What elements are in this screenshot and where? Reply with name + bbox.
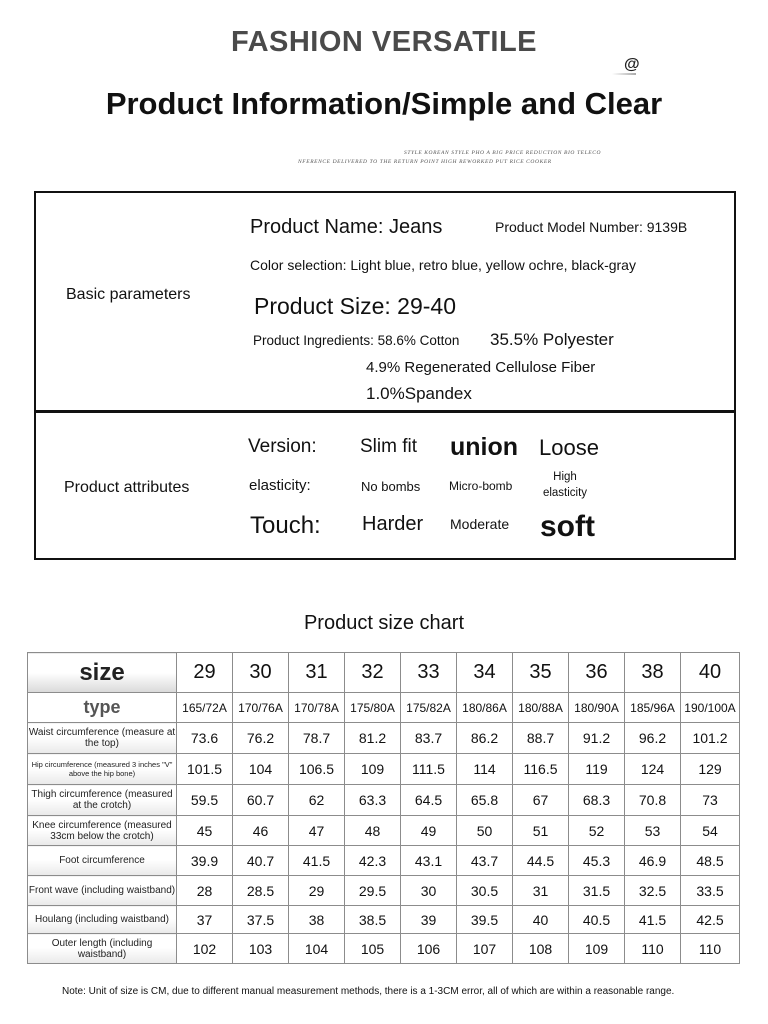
- measurement-value: 30: [401, 876, 457, 906]
- size-note: Note: Unit of size is CM, due to different manual measurement methods, there is a 1-3CM error, all of which are within a reasonable range.: [62, 986, 675, 997]
- type-header: type: [28, 693, 177, 723]
- type-row: [28, 693, 740, 723]
- measurement-value: 51: [513, 816, 569, 846]
- size-header: size: [28, 653, 177, 693]
- type-cell: 180/88A: [513, 693, 569, 723]
- fine-print-line-1: STYLE KOREAN STYLE PHO A BIG PRICE REDUCTION BIO TELECO: [404, 150, 602, 156]
- measurement-value: 31: [513, 876, 569, 906]
- measurement-label: [28, 754, 177, 785]
- measurement-value: 42.5: [681, 906, 740, 934]
- measurement-value: 29.5: [345, 876, 401, 906]
- measurement-value: 59.5: [177, 785, 233, 816]
- measurement-value: 30.5: [457, 876, 513, 906]
- measurement-value: 38.5: [345, 906, 401, 934]
- product-name: Product Name: Jeans: [250, 216, 443, 238]
- basic-parameters-label: Basic parameters: [66, 286, 191, 303]
- measurement-label-text: Hip circumference (measured 3 inches "V" above the hip bone): [31, 760, 173, 778]
- measurement-row: [28, 846, 740, 876]
- measurement-value: 109: [569, 934, 625, 964]
- measurement-value: 50: [457, 816, 513, 846]
- elasticity-option-micro-bomb: Micro-bomb: [449, 479, 513, 493]
- brand-title: FASHION VERSATILE: [230, 26, 538, 58]
- measurement-label-text: Thigh circumference (measured at the crotch): [31, 789, 173, 811]
- measurement-value: 37.5: [233, 906, 289, 934]
- measurement-row: [28, 906, 740, 934]
- measurement-value: 33.5: [681, 876, 740, 906]
- type-cell: 165/72A: [177, 693, 233, 723]
- size-row: [28, 653, 740, 693]
- product-size: Product Size: 29-40: [254, 293, 457, 319]
- measurement-value: 41.5: [625, 906, 681, 934]
- measurement-value: 28.5: [233, 876, 289, 906]
- size-cell: 40: [681, 653, 740, 693]
- measurement-value: 116.5: [513, 754, 569, 785]
- type-cell: 180/86A: [457, 693, 513, 723]
- measurement-value: 64.5: [401, 785, 457, 816]
- measurement-value: 102: [177, 934, 233, 964]
- measurement-value: 114: [457, 754, 513, 785]
- measurement-value: 48.5: [681, 846, 740, 876]
- measurement-value: 62: [289, 785, 345, 816]
- measurement-value: 70.8: [625, 785, 681, 816]
- ingredient-polyester: 35.5% Polyester: [490, 330, 614, 349]
- measurement-value: 53: [625, 816, 681, 846]
- size-cell: 29: [177, 653, 233, 693]
- measurement-value: 52: [569, 816, 625, 846]
- ingredient-spandex: 1.0%Spandex: [366, 384, 472, 403]
- measurement-value: 39: [401, 906, 457, 934]
- measurement-value: 107: [457, 934, 513, 964]
- type-cell: 170/76A: [233, 693, 289, 723]
- measurement-row: [28, 785, 740, 816]
- measurement-label-text: Front wave (including waistband): [28, 885, 176, 896]
- measurement-value: 38: [289, 906, 345, 934]
- measurement-value: 40: [513, 906, 569, 934]
- measurement-row: [28, 876, 740, 906]
- measurement-value: 60.7: [233, 785, 289, 816]
- measurement-value: 104: [233, 754, 289, 785]
- measurement-value: 46.9: [625, 846, 681, 876]
- measurement-value: 45: [177, 816, 233, 846]
- size-cell: 30: [233, 653, 289, 693]
- measurement-value: 105: [345, 934, 401, 964]
- measurement-label-text: Houlang (including waistband): [35, 914, 169, 925]
- measurement-value: 68.3: [569, 785, 625, 816]
- measurement-label: [28, 876, 177, 906]
- product-model-number: Product Model Number: 9139B: [495, 219, 688, 235]
- measurement-value: 28: [177, 876, 233, 906]
- size-cell: 31: [289, 653, 345, 693]
- touch-option-harder: Harder: [362, 513, 424, 535]
- size-cell: 32: [345, 653, 401, 693]
- measurement-value: 39.5: [457, 906, 513, 934]
- measurement-label-text: Outer length (including waistband): [51, 937, 153, 960]
- page-headline: Product Information/Simple and Clear: [105, 86, 663, 121]
- product-ingredients: Product Ingredients: 58.6% Cotton: [253, 333, 460, 348]
- measurement-value: 65.8: [457, 785, 513, 816]
- decorative-underline: [612, 73, 636, 75]
- ingredient-cellulose: 4.9% Regenerated Cellulose Fiber: [366, 359, 596, 376]
- touch-option-soft: soft: [540, 510, 595, 543]
- measurement-value: 101.2: [681, 723, 740, 754]
- measurement-value: 124: [625, 754, 681, 785]
- fine-print-line-2: NFERENCE DELIVERED TO THE RETURN POINT HIGH REWORKED PUT RICE COOKER: [298, 159, 552, 165]
- measurement-value: 37: [177, 906, 233, 934]
- measurement-value: 46: [233, 816, 289, 846]
- measurement-value: 119: [569, 754, 625, 785]
- touch-option-moderate: Moderate: [450, 516, 510, 532]
- measurement-value: 129: [681, 754, 740, 785]
- version-label: Version:: [248, 436, 317, 457]
- measurement-value: 49: [401, 816, 457, 846]
- measurement-value: 86.2: [457, 723, 513, 754]
- color-selection: Color selection: Light blue, retro blue, yellow ochre, black-gray: [250, 257, 636, 273]
- size-cell: 33: [401, 653, 457, 693]
- measurement-value: 47: [289, 816, 345, 846]
- size-cell: 36: [569, 653, 625, 693]
- type-cell: 180/90A: [569, 693, 625, 723]
- type-cell: 170/78A: [289, 693, 345, 723]
- measurement-row: [28, 754, 740, 785]
- measurement-value: 88.7: [513, 723, 569, 754]
- size-cell: 38: [625, 653, 681, 693]
- measurement-value: 32.5: [625, 876, 681, 906]
- measurement-value: 63.3: [345, 785, 401, 816]
- measurement-value: 29: [289, 876, 345, 906]
- measurement-value: 110: [681, 934, 740, 964]
- measurement-value: 42.3: [345, 846, 401, 876]
- measurement-value: 106.5: [289, 754, 345, 785]
- measurement-value: 39.9: [177, 846, 233, 876]
- measurement-value: 101.5: [177, 754, 233, 785]
- measurement-value: 43.1: [401, 846, 457, 876]
- measurement-label: [28, 906, 177, 934]
- size-chart-title: Product size chart: [303, 612, 465, 634]
- measurement-label: [28, 785, 177, 816]
- measurement-value: 31.5: [569, 876, 625, 906]
- measurement-value: 104: [289, 934, 345, 964]
- touch-label: Touch:: [250, 512, 321, 539]
- type-cell: 175/82A: [401, 693, 457, 723]
- measurement-value: 103: [233, 934, 289, 964]
- type-cell: 185/96A: [625, 693, 681, 723]
- measurement-label: [28, 723, 177, 754]
- elasticity-option-high-elasticity: High elasticity: [542, 471, 588, 499]
- version-option-loose: Loose: [539, 435, 599, 460]
- measurement-value: 44.5: [513, 846, 569, 876]
- measurement-value: 108: [513, 934, 569, 964]
- measurement-value: 96.2: [625, 723, 681, 754]
- elasticity-label: elasticity:: [249, 477, 311, 494]
- product-attributes-label: Product attributes: [64, 479, 190, 496]
- measurement-value: 54: [681, 816, 740, 846]
- measurement-value: 76.2: [233, 723, 289, 754]
- measurement-row: [28, 723, 740, 754]
- measurement-value: 40.5: [569, 906, 625, 934]
- measurement-value: 106: [401, 934, 457, 964]
- measurement-row: [28, 934, 740, 964]
- measurement-value: 110: [625, 934, 681, 964]
- measurement-value: 45.3: [569, 846, 625, 876]
- measurement-value: 67: [513, 785, 569, 816]
- measurement-value: 109: [345, 754, 401, 785]
- measurement-row: [28, 816, 740, 846]
- measurement-value: 40.7: [233, 846, 289, 876]
- measurement-label: [28, 846, 177, 876]
- measurement-value: 48: [345, 816, 401, 846]
- measurement-value: 81.2: [345, 723, 401, 754]
- measurement-label-text: Waist circumference (measure at the top): [28, 727, 176, 749]
- type-cell: 175/80A: [345, 693, 401, 723]
- measurement-value: 73.6: [177, 723, 233, 754]
- size-cell: 35: [513, 653, 569, 693]
- measurement-value: 78.7: [289, 723, 345, 754]
- measurement-value: 111.5: [401, 754, 457, 785]
- at-icon: @: [624, 56, 640, 73]
- measurement-value: 83.7: [401, 723, 457, 754]
- version-option-slim-fit: Slim fit: [360, 436, 417, 457]
- measurement-value: 41.5: [289, 846, 345, 876]
- type-cell: 190/100A: [681, 693, 740, 723]
- measurement-label: [28, 816, 177, 846]
- measurement-value: 73: [681, 785, 740, 816]
- measurement-label: [28, 934, 177, 964]
- measurement-value: 91.2: [569, 723, 625, 754]
- size-chart-table: [27, 652, 740, 964]
- size-cell: 34: [457, 653, 513, 693]
- measurement-label-text: Foot circumference: [59, 855, 145, 866]
- measurement-label-text: Knee circumference (measured 33cm below the crotch): [32, 819, 172, 842]
- elasticity-option-no-bombs: No bombs: [361, 479, 421, 494]
- version-option-union: union: [450, 433, 519, 461]
- measurement-value: 43.7: [457, 846, 513, 876]
